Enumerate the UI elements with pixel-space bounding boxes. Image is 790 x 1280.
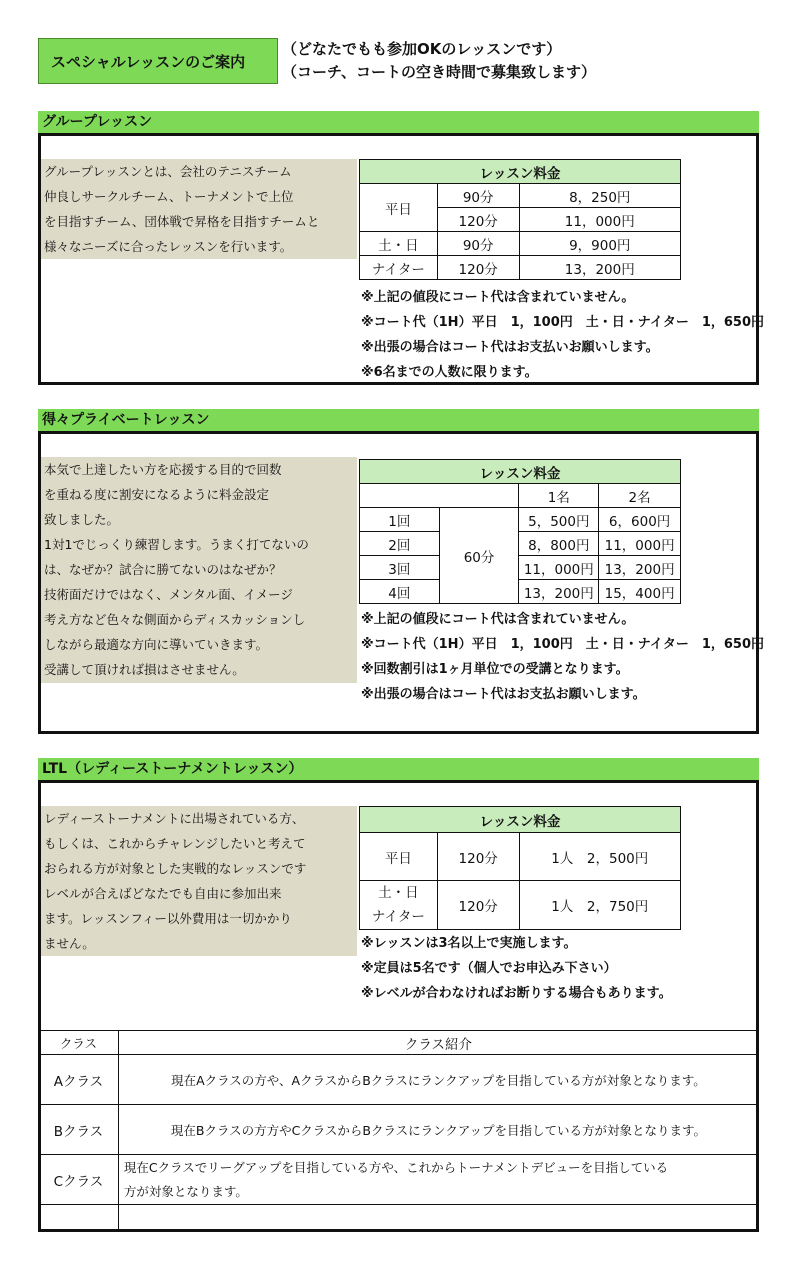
group-notes bbox=[361, 285, 764, 385]
class-text-line: 方が対象となります。 bbox=[123, 1183, 248, 1199]
price-table-title: レッスン料金 bbox=[360, 460, 681, 484]
private-notes bbox=[361, 607, 764, 707]
description-line: もしくは、これからチャレンジしたいと考えて bbox=[44, 836, 306, 851]
description-line: を重ねる度に割安になるように料金設定 bbox=[44, 487, 270, 502]
price-cell: 11，000円 bbox=[519, 556, 599, 580]
count-cell: 4回 bbox=[360, 580, 440, 604]
day-cell: 土・日 bbox=[360, 232, 438, 256]
day-cell: 平日 bbox=[360, 184, 438, 232]
ltl-heading: LTL（レディーストーナメントレッスン） bbox=[38, 758, 759, 780]
description-line: 本気で上達したい方を応援する目的で回数 bbox=[44, 462, 282, 477]
description-line: グループレッスンとは、会社のテニスチーム bbox=[44, 164, 292, 179]
class-name-cell: Aクラス bbox=[39, 1055, 119, 1105]
note-line: ※出張の場合はコート代はお支払いお願いします。 bbox=[361, 340, 659, 355]
private-price-table bbox=[359, 459, 681, 604]
empty-header-cell bbox=[360, 484, 519, 508]
day-cell bbox=[360, 881, 438, 930]
price-cell: 15，400円 bbox=[599, 580, 681, 604]
description-line: 仲良しサークルチーム、トーナメントで上位 bbox=[44, 189, 294, 204]
description-line: おられる方が対象とした実戦的なレッスンです bbox=[44, 861, 307, 876]
description-line: 様々なニーズに合ったレッスンを行います。 bbox=[44, 239, 293, 254]
empty-cell bbox=[39, 1205, 119, 1230]
price-cell: 8，800円 bbox=[519, 532, 599, 556]
time-cell: 120分 bbox=[437, 881, 519, 930]
price-cell: 13，200円 bbox=[599, 556, 681, 580]
note-line: ※出張の場合はコート代はお支払お願いします。 bbox=[361, 687, 646, 702]
price-cell: 8，250円 bbox=[519, 184, 680, 208]
note-line: ※コート代（1H）平日 1，100円 土・日・ナイター 1，650円 bbox=[361, 637, 765, 652]
description-line: 考え方など色々な側面からディスカッションし bbox=[44, 612, 306, 627]
price-cell: 13，200円 bbox=[519, 256, 680, 280]
class-header: クラス bbox=[39, 1031, 119, 1055]
price-cell: 1人 2，500円 bbox=[519, 833, 680, 881]
day-line: ナイター bbox=[371, 909, 425, 925]
description-line: レベルが合えばどなたでも自由に参加出来 bbox=[44, 886, 282, 901]
time-cell: 120分 bbox=[437, 833, 519, 881]
day-cell: 平日 bbox=[360, 833, 438, 881]
description-line: ません。 bbox=[44, 936, 95, 951]
col-header: 1名 bbox=[519, 484, 599, 508]
description-line: は、なぜか？試合に勝てないのはなぜか？ bbox=[44, 562, 282, 577]
description-line: ます。レッスンフィー以外費用は一切かかり bbox=[44, 911, 292, 926]
page-subtitle bbox=[282, 38, 596, 84]
class-intro-header: クラス紹介 bbox=[118, 1031, 758, 1055]
duration-cell: 60分 bbox=[439, 508, 519, 604]
ltl-price-table bbox=[359, 806, 681, 930]
description-line: レディーストーナメントに出場されている方、 bbox=[44, 811, 305, 826]
price-cell: 5，500円 bbox=[519, 508, 599, 532]
private-description bbox=[41, 457, 357, 683]
time-cell: 90分 bbox=[437, 184, 519, 208]
note-line: ※上記の値段にコート代は含まれていません。 bbox=[361, 612, 635, 627]
class-text-line: 現在Cクラスでリーグアップを目指している方や、これからトーナメントデビューを目指している bbox=[123, 1159, 669, 1175]
empty-cell bbox=[118, 1205, 758, 1230]
price-cell: 11，000円 bbox=[599, 532, 681, 556]
price-cell: 13，200円 bbox=[519, 580, 599, 604]
page-title: スペシャルレッスンのご案内 bbox=[38, 38, 278, 84]
group-description bbox=[41, 159, 357, 259]
note-line: ※上記の値段にコート代は含まれていません。 bbox=[361, 290, 635, 305]
time-cell: 120分 bbox=[437, 208, 519, 232]
price-cell: 6，600円 bbox=[599, 508, 681, 532]
day-line: 土・日 bbox=[378, 885, 419, 901]
description-line: しながら最適な方向に導いていきます。 bbox=[44, 637, 269, 652]
group-price-table bbox=[359, 159, 681, 280]
count-cell: 2回 bbox=[360, 532, 440, 556]
ltl-description bbox=[41, 806, 357, 956]
price-cell: 1人 2，750円 bbox=[519, 881, 680, 930]
class-name-cell: Cクラス bbox=[39, 1155, 119, 1205]
note-line: ※レベルが合わなければお断りする場合もあります。 bbox=[361, 986, 672, 1001]
description-line: 1対1でじっくり練習します。うまく打てないの bbox=[44, 537, 309, 552]
description-line: 受講して頂ければ損はさせません。 bbox=[44, 662, 245, 677]
time-cell: 120分 bbox=[437, 256, 519, 280]
price-cell: 9，900円 bbox=[519, 232, 680, 256]
price-cell: 11，000円 bbox=[519, 208, 680, 232]
class-text-cell: 現在Bクラスの方方やCクラスからBクラスにランクアップを目指している方が対象となります。 bbox=[118, 1105, 758, 1155]
time-cell: 90分 bbox=[437, 232, 519, 256]
count-cell: 1回 bbox=[360, 508, 440, 532]
subtitle-line: （どなたでもも参加OKのレッスンです） bbox=[282, 40, 562, 58]
description-line: を目指すチーム、団体戦で昇格を目指すチームと bbox=[44, 214, 320, 229]
day-cell: ナイター bbox=[360, 256, 438, 280]
note-line: ※レッスンは3名以上で実施します。 bbox=[361, 936, 577, 951]
price-table-title: レッスン料金 bbox=[360, 160, 681, 184]
class-table bbox=[38, 1030, 759, 1230]
description-line: 致しました。 bbox=[44, 512, 120, 527]
group-lesson-heading: グループレッスン bbox=[38, 111, 759, 133]
description-line: 技術面だけではなく、メンタル面、イメージ bbox=[44, 587, 293, 602]
note-line: ※定員は5名です（個人でお申込み下さい） bbox=[361, 961, 617, 976]
col-header: 2名 bbox=[599, 484, 681, 508]
note-line: ※6名までの人数に限ります。 bbox=[361, 365, 538, 380]
note-line: ※コート代（1H）平日 1，100円 土・日・ナイター 1，650円 bbox=[361, 315, 765, 330]
class-text-cell bbox=[118, 1155, 758, 1205]
class-text-cell: 現在Aクラスの方や、AクラスからBクラスにランクアップを目指している方が対象となります。 bbox=[118, 1055, 758, 1105]
ltl-notes bbox=[361, 931, 672, 1006]
count-cell: 3回 bbox=[360, 556, 440, 580]
price-table-title: レッスン料金 bbox=[360, 807, 681, 833]
note-line: ※回数割引は1ヶ月単位での受講となります。 bbox=[361, 662, 629, 677]
private-lesson-heading: 得々プライベートレッスン bbox=[38, 409, 759, 431]
class-name-cell: Bクラス bbox=[39, 1105, 119, 1155]
subtitle-line: （コーチ、コートの空き時間で募集致します） bbox=[282, 63, 596, 81]
